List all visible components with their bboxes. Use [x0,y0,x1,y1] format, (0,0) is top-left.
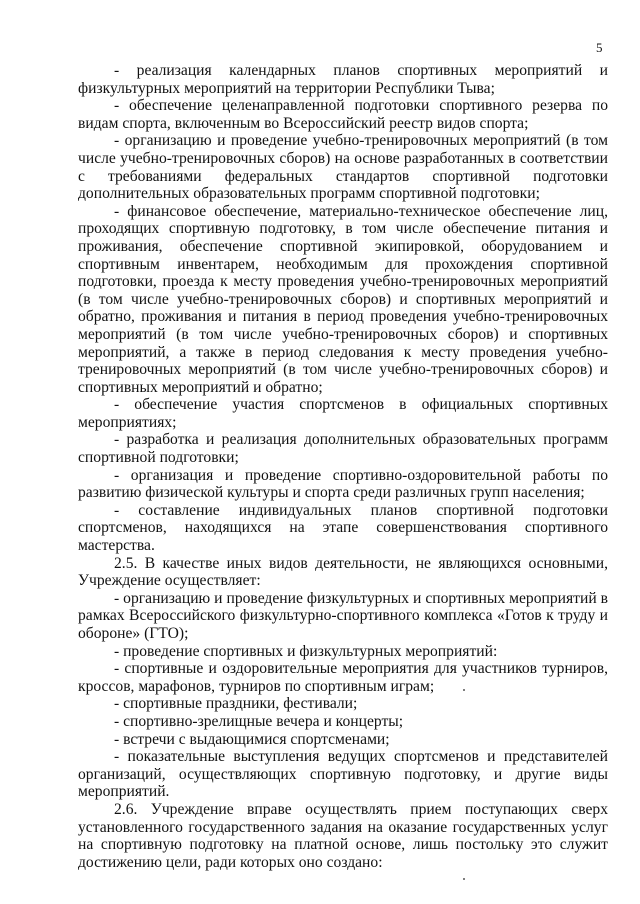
document-body [78,62,608,871]
paragraph-program-development: - разработка и реализация дополнительных образовательных программ спортивной подготовки; [78,431,608,467]
paragraph-section-2-5: 2.5. В качестве иных видов деятельности, не являющихся основными, Учреждение осуществляет: [78,554,608,590]
paragraph-gto-events: - организацию и проведение физкультурных и спортивных мероприятий в рамках Всероссийского физкультурно-спортивного комплекса «Готов к труду и обороне» (ГТО); [78,589,608,642]
paragraph-training-events: - организацию и проведение учебно-тренировочных мероприятий (в том числе учебно-тренировочных сборов) на основе разработанных в соответствии с требованиями федеральных стандартов спортивной подготовки дополнительных образовательных программ спортивной подготовки; [78,132,608,203]
paragraph-financial-support: - финансовое обеспечение, материально-техническое обеспечение лиц, проходящих спортивную подготовку, в том числе обеспечение питания и проживания, обеспечение спортивной экипировкой, оборудованием и спортивным инвентарем, необходимым для прохождения спортивной подготовки, проезда к месту проведения учебно-тренировочных мероприятий (в том числе учебно-тренировочных сборов) и спортивных мероприятий и обратно, проживания и питания в период проведения учебно-тренировочных мероприятий (в том числе учебно-тренировочных сборов) и спортивных мероприятий, а также в период следования к месту проведения учебно-тренировочных мероприятий (в том числе учебно-тренировочных сборов) и спортивных мероприятий и обратно; [78,202,608,396]
scan-speck [463,689,465,691]
paragraph-tournaments: - спортивные и оздоровительные мероприятия для участников турниров, кроссов, марафонов, турниров по спортивным играм; [78,660,608,695]
paragraph-section-2-6: 2.6. Учреждение вправе осуществлять прием поступающих сверх установленного государственного задания на оказание государственных услуг на спортивную подготовку на платной основе, лишь постольку это служит достижению цели, ради которых оно создано: [78,800,608,871]
paragraph-meetings: - встречи с выдающимися спортсменами; [114,730,390,748]
paragraph-festivals: - спортивные праздники, фестивали; [114,695,358,713]
paragraph-calendar-plans: - реализация календарных планов спортивных мероприятий и физкультурных мероприятий на территории Республики Тыва; [78,62,608,97]
scan-speck [463,878,465,880]
page-number: 5 [596,40,603,55]
paragraph-health-work: - организация и проведение спортивно-оздоровительной работы по развитию физической культуры и спорта среди различных групп населения; [78,466,608,502]
paragraph-sports-reserve: - обеспечение целенаправленной подготовки спортивного резерва по видам спорта, включенным во Всероссийский реестр видов спорта; [78,97,608,132]
paragraph-conducting-events: - проведение спортивных и физкультурных мероприятий: [114,642,498,660]
paragraph-demonstrations: - показательные выступления ведущих спортсменов и представителей организаций, осуществляющих спортивную подготовку, и другие виды мероприятий. [78,748,608,801]
paragraph-individual-plans: - составление индивидуальных планов спортивной подготовки спортсменов, находящихся на этапе совершенствования спортивного мастерства. [78,501,608,555]
paragraph-official-participation: - обеспечение участия спортсменов в официальных спортивных мероприятиях; [78,396,608,431]
paragraph-concerts: - спортивно-зрелищные вечера и концерты; [114,712,404,730]
